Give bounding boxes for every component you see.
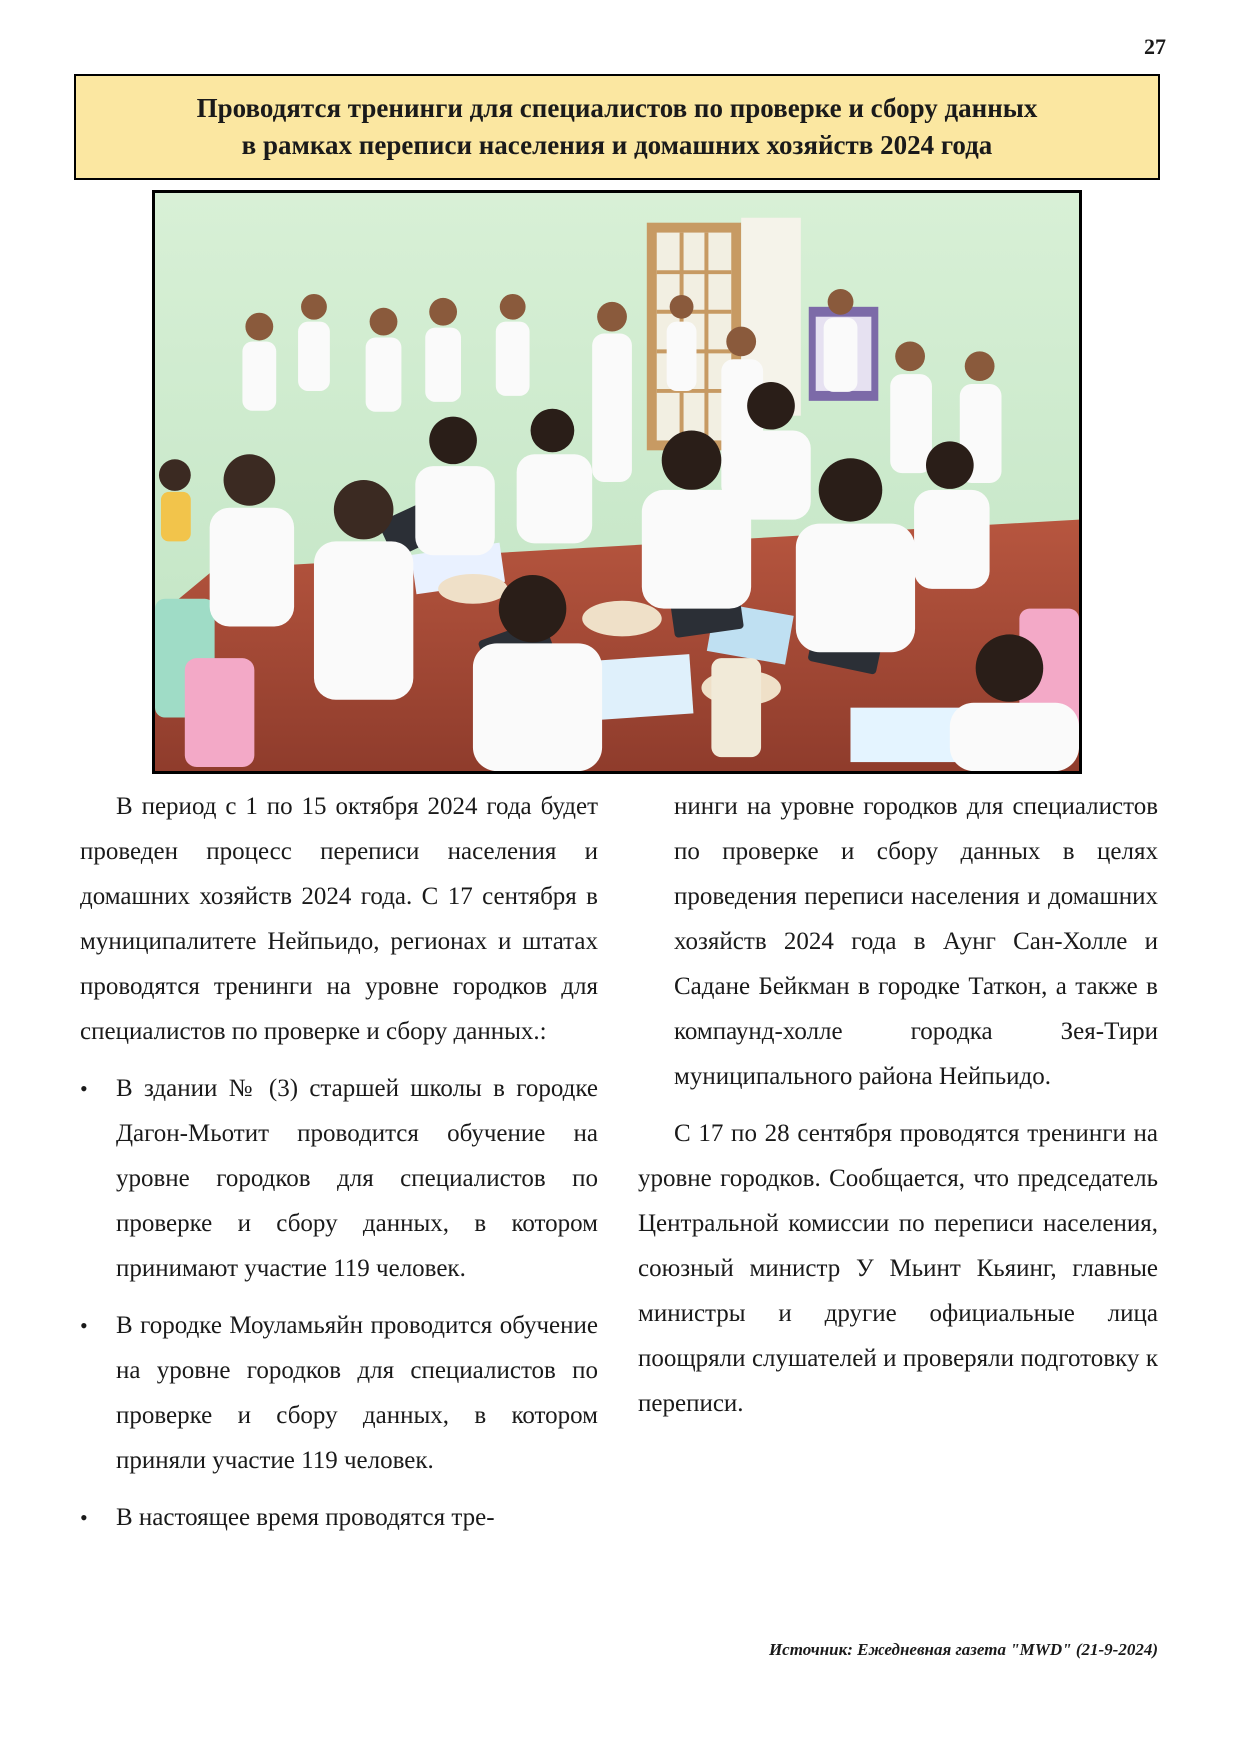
list-item: • В настоящее время проводятся тре-	[80, 1495, 598, 1540]
second-paragraph: С 17 по 28 сентября проводятся тренинги на уровне городков. Сообщается, что председатель Центральной комиссии по переписи населения, союзный министр У Мьинт Кьяинг, главные министры и другие официальные лица поощряли слушателей и проверяли подготовку к переписи.	[638, 1120, 1158, 1417]
article-title-line-1: Проводятся тренинги для специалистов по проверке и сбору данных	[196, 93, 1038, 123]
left-column	[80, 784, 598, 1552]
continuation-paragraph: нинги на уровне городков для специалистов по проверке и сбору данных в целях проведения переписи населения и домашних хозяйств 2024 года в Аунг Сан-Холле и Садане Бейкман в городке Таткон, а также в компаунд-холле городка Зея-Тири муниципального района Нейпьидо.	[674, 793, 1158, 1090]
article-title-line-2: в рамках переписи населения и домашних хозяйств 2024 года	[241, 130, 993, 160]
right-column	[638, 784, 1158, 1438]
photo-illustration	[155, 193, 1079, 771]
intro-paragraph: В период с 1 по 15 октября 2024 года будет проведен процесс переписи населения и домашних хозяйств 2024 года. С 17 сентября в муниципалитете Нейпьидо, регионах и штатах проводятся тренинги на уровне городков для специалистов по проверке и сбору данных.:	[80, 793, 598, 1045]
list-item: • В городке Моуламьяйн проводится обучение на уровне городков для специалистов по проверке и сбору данных, в котором приняли участие 119 человек.	[80, 1303, 598, 1483]
source-credit: Источник: Ежедневная газета "MWD" (21-9-2024)	[768, 1640, 1158, 1659]
page-number: 27	[1144, 34, 1166, 59]
list-item: • В здании № (3) старшей школы в городке Дагон-Мьотит проводится обучение на уровне городков для специалистов по проверке и сбору данных, в котором принимают участие 119 человек.	[80, 1066, 598, 1291]
article-title-box	[74, 74, 1160, 180]
training-locations-list	[80, 1066, 598, 1540]
training-session-photo	[152, 190, 1082, 774]
